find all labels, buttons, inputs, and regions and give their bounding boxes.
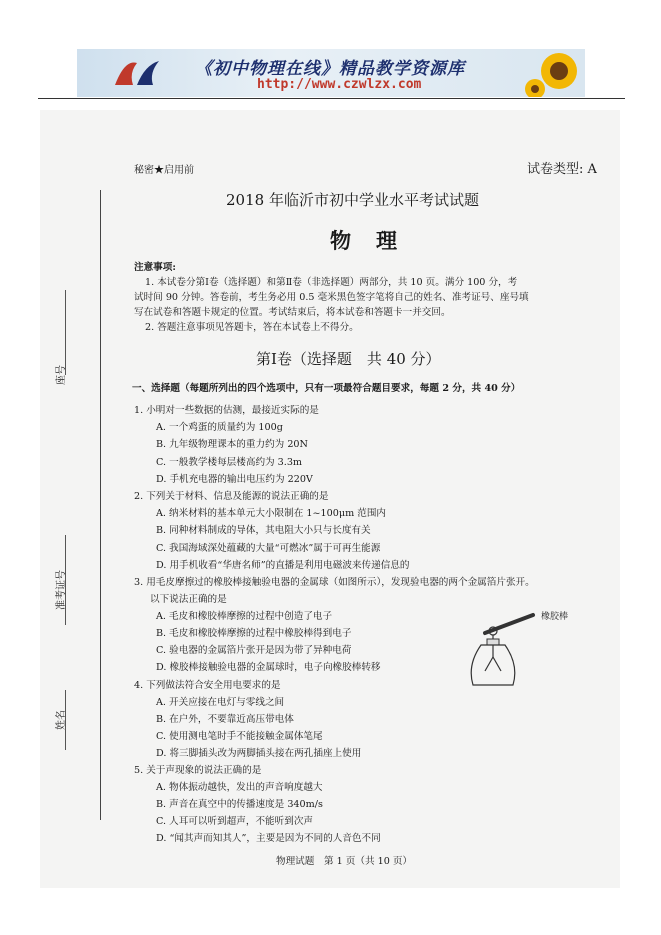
question-stem: 2. 下列关于材料、信息及能源的说法正确的是 xyxy=(134,491,329,502)
seat-label: 座号 xyxy=(56,365,67,385)
question-stem: 5. 关于声现象的说法正确的是 xyxy=(134,765,262,776)
section-title: 第Ⅰ卷（选择题 共 40 分） xyxy=(256,350,441,368)
notice-line: 2. 答题注意事项见答题卡，答在本试卷上不得分。 xyxy=(145,322,359,333)
logo-icon xyxy=(107,55,167,91)
question-option: B. 毛皮和橡胶棒摩擦的过程中橡胶棒得到电子 xyxy=(156,628,352,639)
question-option: B. 声音在真空中的传播速度是 340m/s xyxy=(156,799,323,810)
question-option: A. 毛皮和橡胶棒摩擦的过程中创造了电子 xyxy=(156,611,333,622)
question-option: A. 一个鸡蛋的质量约为 100g xyxy=(156,422,283,433)
question-option: D. 橡胶棒接触验电器的金属球时，电子向橡胶棒转移 xyxy=(156,662,381,673)
sunflower-icon xyxy=(525,49,585,97)
name-label: 姓名 xyxy=(56,710,67,730)
exam-title: 2018 年临沂市初中学业水平考试试题 xyxy=(226,191,479,209)
question-option: D. “闻其声而知其人”，主要是因为不同的人音色不同 xyxy=(156,833,381,844)
paper-type: 试卷类型: A xyxy=(527,162,597,177)
page-footer: 物理试题 第 1 页（共 10 页） xyxy=(276,856,413,867)
notice-line: 试时间 90 分钟。答卷前，考生务必用 0.5 毫米黑色签字笔将自己的姓名、准考证号、座号填 xyxy=(134,292,529,303)
question-option: D. 手机充电器的输出电压约为 220V xyxy=(156,474,313,485)
question-stem: 1. 小明对一些数据的估测，最接近实际的是 xyxy=(134,405,319,416)
question-stem-cont: 以下说法正确的是 xyxy=(150,594,227,605)
seat-blank xyxy=(65,290,66,375)
notice-heading: 注意事项: xyxy=(134,262,176,273)
question-option: B. 同种材料制成的导体，其电阻大小只与长度有关 xyxy=(156,525,371,536)
question-option: D. 用手机收看“华唐名师”的直播是利用电磁波来传递信息的 xyxy=(156,560,410,571)
question-option: C. 使用测电笔时手不能接触金属体笔尾 xyxy=(156,731,323,742)
question-option: C. 验电器的金属箔片张开是因为带了异种电荷 xyxy=(156,645,352,656)
question-option: A. 物体振动越快，发出的声音响度越大 xyxy=(156,782,323,793)
subject-title: 物 理 xyxy=(330,228,399,253)
secret-mark: 秘密★启用前 xyxy=(134,165,194,176)
question-option: A. 纳米材料的基本单元大小限制在 1~100μm 范围内 xyxy=(156,508,387,519)
question-option: B. 在户外，不要靠近高压带电体 xyxy=(156,714,294,725)
question-option: D. 将三脚插头改为两脚插头接在两孔插座上使用 xyxy=(156,748,362,759)
question-option: B. 九年级物理课本的重力约为 20N xyxy=(156,439,308,450)
banner-url[interactable]: http://www.czwlzx.com xyxy=(257,77,422,92)
notice-line: 写在试卷和答题卡规定的位置。考试结束后，将本试卷和答题卡一并交回。 xyxy=(134,307,451,318)
banner-title: 《初中物理在线》精品教学资源库 xyxy=(195,59,465,79)
question-option: C. 一般教学楼每层楼高约为 3.3m xyxy=(156,457,303,468)
banner-divider xyxy=(38,98,625,99)
ticket-label: 准考证号 xyxy=(56,570,67,610)
notice-line: 1. 本试卷分第Ⅰ卷（选择题）和第Ⅱ卷（非选择题）两部分，共 10 页。满分 100 分，考 xyxy=(145,277,518,288)
question-option: C. 我国海域深处蕴藏的大量“可燃冰”属于可再生能源 xyxy=(156,543,381,554)
question-stem: 4. 下列做法符合安全用电要求的是 xyxy=(134,680,281,691)
question-stem: 3. 用毛皮摩擦过的橡胶棒接触验电器的金属球（如图所示），发现验电器的两个金属箔片张开。 xyxy=(134,577,535,588)
section-instruction: 一、选择题（每题所列出的四个选项中，只有一项最符合题目要求，每题 2 分，共 40 分） xyxy=(132,383,521,394)
exam-paper xyxy=(40,110,620,888)
banner xyxy=(77,49,585,97)
question-option: C. 人耳可以听到超声，不能听到次声 xyxy=(156,816,314,827)
question-option: A. 开关应接在电灯与零线之间 xyxy=(156,697,285,708)
binding-line xyxy=(100,190,101,820)
figure-label: 橡胶棒 xyxy=(541,612,569,622)
